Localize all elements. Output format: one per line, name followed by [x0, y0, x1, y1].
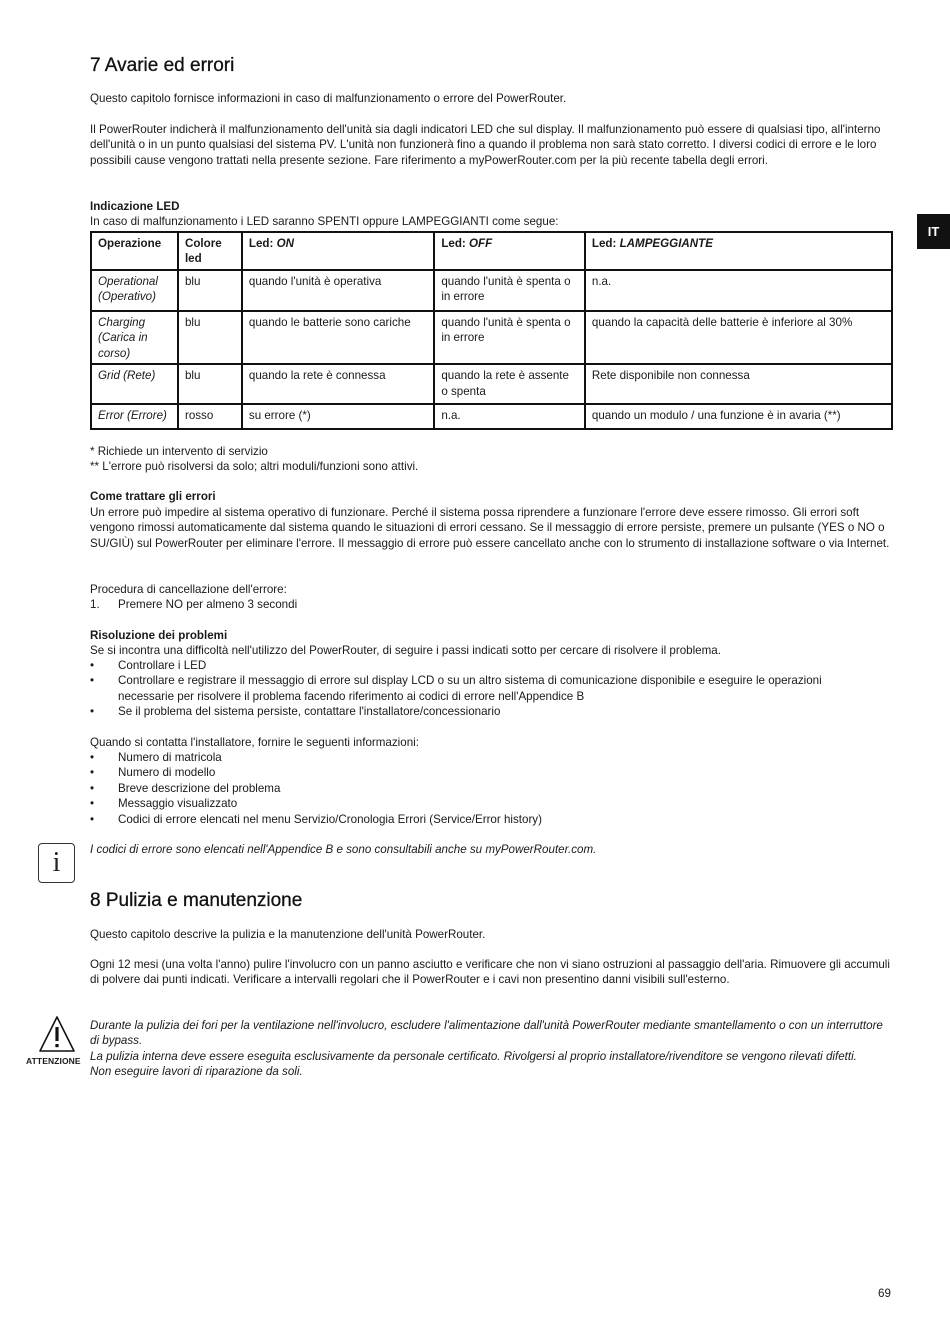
contact-info-list: [90, 750, 890, 827]
col-header-blinking: Led: LAMPEGGIANTE: [585, 232, 892, 270]
col-header-on: Led: ON: [242, 232, 434, 270]
list-item: • Codici di errore elencati nel menu Servizio/Cronologia Errori (Service/Error history): [90, 812, 890, 827]
table-cell: n.a.: [434, 404, 585, 429]
contact-intro: Quando si contatta l'installatore, fornire le seguenti informazioni:: [90, 736, 419, 749]
table-row: [91, 364, 892, 404]
table-cell: quando la capacità delle batterie è inferiore al 30%: [585, 311, 892, 364]
troubleshooting-heading: Risoluzione dei problemi: [90, 629, 228, 642]
list-item: • Numero di matricola: [90, 750, 890, 765]
language-tab: IT: [917, 214, 950, 249]
warning-internal-cleaning: La pulizia interna deve essere eseguita esclusivamente da personale certificato. Rivolgersi al proprio installatore/rivenditore se vengono rilevati difetti. Non eseguire lavori di riparazione da soli.: [90, 1050, 857, 1079]
led-table: [90, 231, 893, 430]
table-cell: Operational (Operativo): [91, 270, 178, 311]
chapter-8-intro: Questo capitolo descrive la pulizia e la manutenzione dell'unità PowerRouter.: [90, 928, 486, 941]
col-header-color: Colore led: [178, 232, 242, 270]
footnote-service: * Richiede un intervento di servizio: [90, 445, 268, 458]
table-cell: quando la rete è connessa: [242, 364, 434, 404]
led-intro: In caso di malfunzionamento i LED saranno SPENTI oppure LAMPEGGIANTI come segue:: [90, 215, 559, 228]
list-item: • Controllare e registrare il messaggio di errore sul display LCD o su un altro sistema di comunicazione disponibile e eseguire le operazioni necessarie per risolvere il problema facendo riferimento ai codici di errore nell'Appendice B: [90, 673, 842, 704]
table-cell: Charging (Carica in corso): [91, 311, 178, 364]
table-cell: Grid (Rete): [91, 364, 178, 404]
list-item: • Controllare i LED: [90, 658, 842, 673]
page-number: 69: [878, 1287, 891, 1300]
table-cell: quando la rete è assente o spenta: [434, 364, 585, 404]
table-cell: quando l'unità è spenta o in errore: [434, 270, 585, 311]
footnote-self-resolve: ** L'errore può risolversi da solo; altri moduli/funzioni sono attivi.: [90, 460, 419, 473]
table-cell: Error (Errore): [91, 404, 178, 429]
list-item: • Messaggio visualizzato: [90, 796, 890, 811]
chapter-7-title: 7 Avarie ed errori: [90, 55, 235, 76]
chapter-8-paragraph: Ogni 12 mesi (una volta l'anno) pulire l'involucro con un panno asciutto e verificare che non vi siano ostruzioni al passaggio dell'aria. Rimuovere gli accumuli di polvere dai punti indicati. Verificare a intervalli regolari che il PowerRouter e i cavi non presentino danni visibili sull'esterno.: [90, 958, 890, 987]
table-cell: blu: [178, 364, 242, 404]
table-cell: blu: [178, 270, 242, 311]
table-cell: quando l'unità è spenta o in errore: [434, 311, 585, 364]
troubleshooting-intro: Se si incontra una difficoltà nell'utilizzo del PowerRouter, di seguire i passi indicati sotto per cercare di risolvere il problema.: [90, 644, 721, 657]
chapter-7-paragraph: Il PowerRouter indicherà il malfunzionamento dell'unità sia dagli indicatori LED che sul display. Il malfunzionamento può essere di qualsiasi tipo, all'interno dell'unità o in un punto qualsiasi del sistema PV. L'unità non funzionerà fino a quando il problema non sarà stato corretto. I diversi codici di errore e le loro possibili cause vengono trattati nella presente sezione. Fare riferimento a myPowerRouter.com per la più recente tabella degli errori.: [90, 123, 881, 167]
warning-label: ATTENZIONE: [26, 1056, 81, 1066]
warning-icon: [38, 1015, 76, 1053]
list-item: • Numero di modello: [90, 765, 890, 780]
troubleshooting-list: [90, 658, 842, 720]
table-cell: n.a.: [585, 270, 892, 311]
list-item: • Se il problema del sistema persiste, contattare l'installatore/concessionario: [90, 704, 842, 719]
table-cell: rosso: [178, 404, 242, 429]
warning-ventilation: Durante la pulizia dei fori per la ventilazione nell'involucro, escludere l'alimentazione dall'unità PowerRouter mediante smantellamento o con un interruttore di bypass.: [90, 1019, 883, 1048]
info-note: I codici di errore sono elencati nell'Appendice B e sono consultabili anche su myPowerRouter.com.: [90, 843, 597, 856]
col-header-off: Led: OFF: [434, 232, 585, 270]
list-item: • Breve descrizione del problema: [90, 781, 890, 796]
col-header-operation: Operazione: [91, 232, 178, 270]
table-cell: blu: [178, 311, 242, 364]
table-row: [91, 311, 892, 364]
procedure-label: Procedura di cancellazione dell'errore:: [90, 583, 287, 596]
info-icon: i: [38, 843, 75, 883]
table-cell: su errore (*): [242, 404, 434, 429]
handle-errors-text: Un errore può impedire al sistema operativo di funzionare. Perché il sistema possa riprendere a funzionare l'errore deve essere rimosso. Gli errori soft vengono rimossi automaticamente dal sistema quando le situazioni di errori cessano. Se il messaggio di errore persiste, premere un pulsante (YES o NO o SU/GIÙ) sul PowerRouter per eliminare l'errore. Il messaggio di errore può essere cancellato anche con lo strumento di installazione software o via Internet.: [90, 506, 890, 550]
procedure-step-number: 1.: [90, 598, 100, 611]
table-cell: quando un modulo / una funzione è in avaria (**): [585, 404, 892, 429]
chapter-7-intro: Questo capitolo fornisce informazioni in caso di malfunzionamento o errore del PowerRouter.: [90, 92, 567, 105]
table-cell: quando l'unità è operativa: [242, 270, 434, 311]
led-heading: Indicazione LED: [90, 200, 180, 213]
table-row: [91, 270, 892, 311]
table-row: [91, 404, 892, 429]
procedure-step: Premere NO per almeno 3 secondi: [118, 598, 298, 611]
led-table-header-row: [91, 232, 892, 270]
table-cell: Rete disponibile non connessa: [585, 364, 892, 404]
table-cell: quando le batterie sono cariche: [242, 311, 434, 364]
chapter-8-title: 8 Pulizia e manutenzione: [90, 890, 303, 911]
handle-errors-heading: Come trattare gli errori: [90, 490, 216, 503]
